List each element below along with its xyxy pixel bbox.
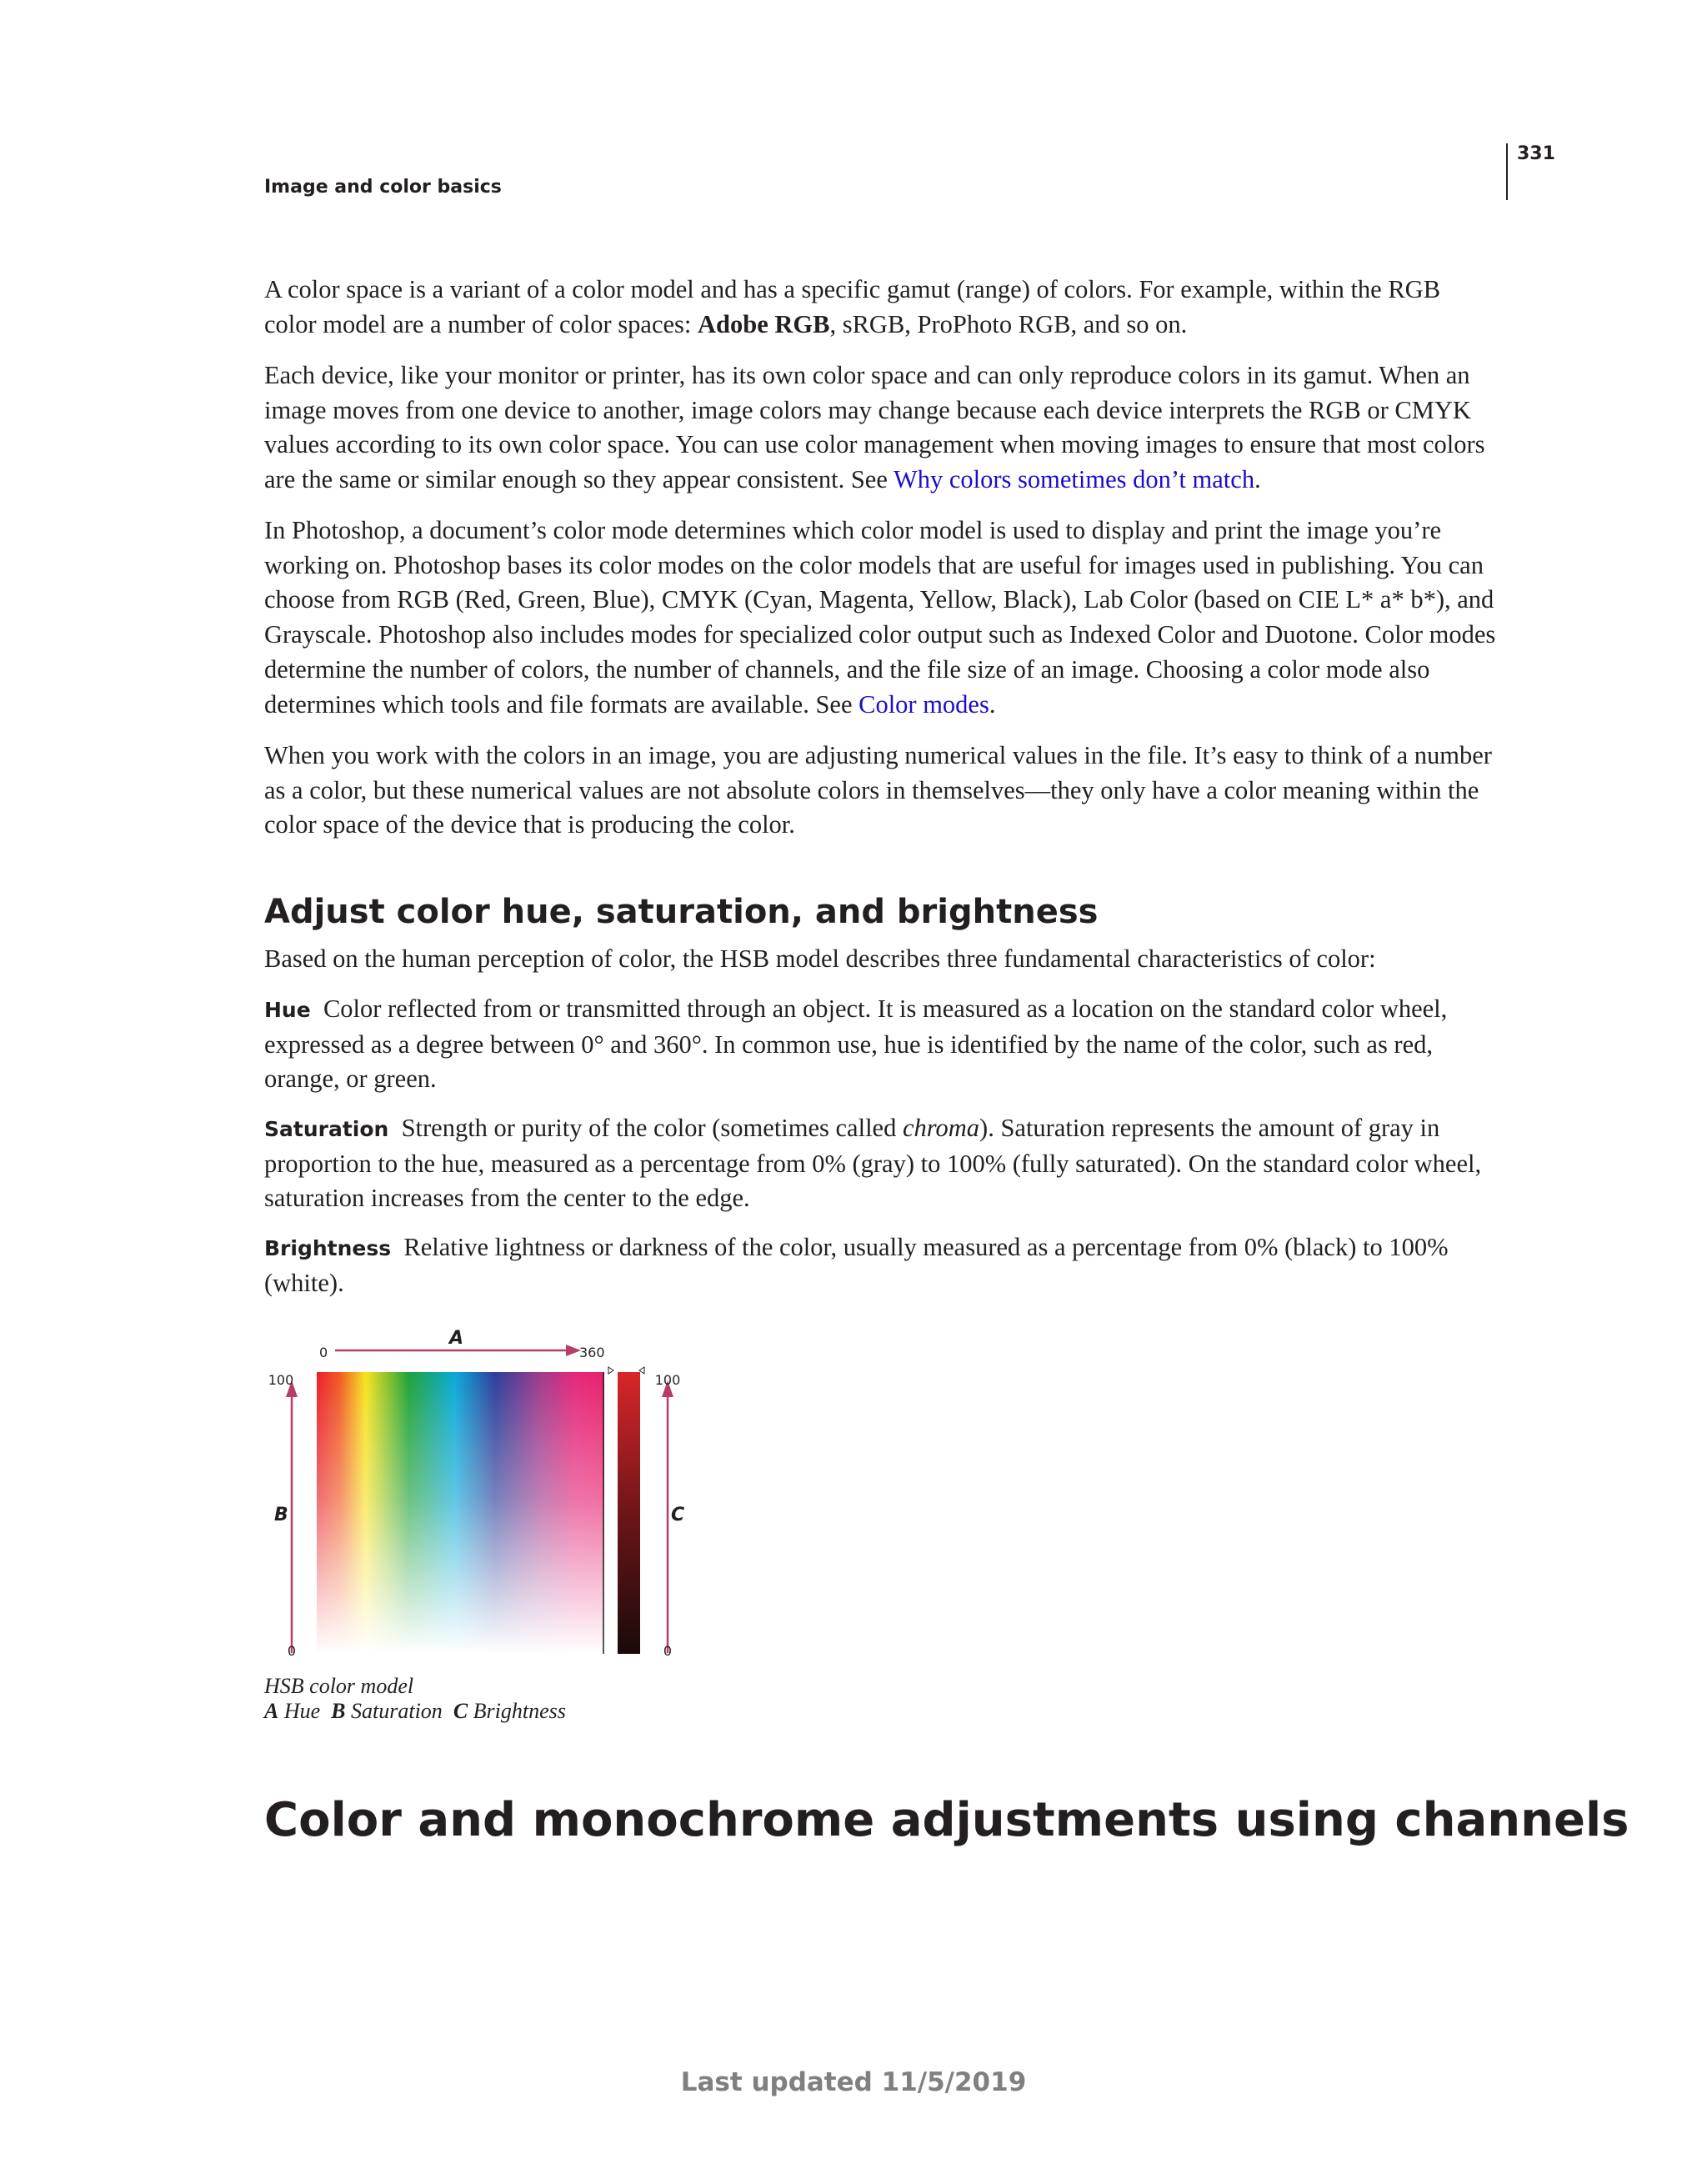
saturation-max-label: 100: [268, 1372, 294, 1388]
caption-title: HSB color model: [264, 1674, 414, 1698]
figure-caption: [264, 1674, 566, 1724]
paragraph-text: .: [1254, 465, 1261, 494]
definition-text: ). Saturation represents the amount of gray in proportion to the hue, measured as a percentage from 0% (gray) to 100% (fully saturated). On the standard color wheel, saturation increases from the center to the edge.: [264, 1114, 1482, 1213]
brightness-max-label: 100: [654, 1372, 681, 1388]
hsb-color-model-figure: [264, 1324, 698, 1674]
definition-text: Relative lightness or darkness of the color, usually measured as a percentage from 0% (black) to 100% (white).: [264, 1233, 1449, 1297]
paragraph-text: .: [989, 689, 996, 719]
caption-letter-c: C: [453, 1699, 468, 1723]
paragraph-text: In Photoshop, a document’s color mode determines which color model is used to display and print the image you’re working on. Photoshop bases its color modes on the color models that are useful for images used in publishing. You can choose from RGB (Red, Green, Blue), CMYK (Cyan, Magenta, Yellow, Black), Lab Color (based on CIE L* a* b*), and Grayscale. Photoshop also includes modes for specialized color output such as Indexed Color and Duotone. Color modes determine the number of colors, the number of channels, and the file size of an image. Choosing a color mode also determines which tools and file formats are available. See: [264, 516, 1496, 719]
section-intro: Based on the human perception of color, the HSB model describes three fundamental characteristics of color:: [264, 944, 1376, 973]
term-hue: Hue: [264, 998, 311, 1022]
link-why-colors-dont-match[interactable]: Why colors sometimes don’t match: [893, 465, 1255, 494]
page-number: 331: [1517, 143, 1555, 164]
definition-saturation: [264, 1111, 1498, 1216]
running-head: Image and color basics: [264, 177, 502, 198]
label-a: A: [449, 1328, 464, 1349]
caption-letter-a: A: [264, 1699, 279, 1723]
caption-text-b: Saturation: [351, 1699, 443, 1723]
brightness-min-label: 0: [663, 1643, 673, 1659]
caption-text-c: Brightness: [473, 1699, 566, 1723]
paragraph-device: [264, 358, 1498, 498]
definition-brightness: [264, 1230, 1498, 1300]
caption-letter-b: B: [331, 1699, 346, 1723]
brightness-slider-left-marker: [608, 1367, 613, 1374]
link-color-modes[interactable]: Color modes: [859, 689, 989, 719]
definition-text: Color reflected from or transmitted through an object. It is measured as a location on the standard color wheel, expressed as a degree between 0° and 360°. In common use, hue is identified by the name of the color, such as red, orange, or green.: [264, 994, 1448, 1094]
caption-legend: [264, 1699, 566, 1724]
definition-italic: chroma: [902, 1114, 980, 1142]
hsb-diagram: [264, 1324, 698, 1674]
paragraph-color-space: [264, 273, 1498, 342]
footer-last-updated: Last updated 11/5/2019: [680, 2067, 1027, 2097]
chapter-heading: Color and monochrome adjustments using channels: [264, 1793, 1629, 1847]
paragraph-text: , sRGB, ProPhoto RGB, and so on.: [829, 309, 1188, 338]
term-brightness: Brightness: [264, 1236, 392, 1260]
paragraph-color-mode: [264, 513, 1498, 722]
label-c: C: [671, 1505, 685, 1525]
saturation-min-label: 0: [287, 1643, 297, 1659]
paragraph-text: A color space is a variant of a color model and has a specific gamut (range) of colors. For example, within the RGB color model are a number of color spaces:: [264, 275, 1441, 338]
section-heading: Adjust color hue, saturation, and brightness: [264, 893, 1099, 931]
definition-text: Strength or purity of the color (sometimes called: [401, 1114, 903, 1142]
definition-hue: [264, 992, 1498, 1097]
caption-text-a: Hue: [283, 1699, 321, 1723]
header-rule: [1506, 143, 1508, 200]
term-saturation: Saturation: [264, 1117, 389, 1141]
brightness-bar: [618, 1372, 640, 1654]
paragraph-bold: Adobe RGB: [698, 309, 830, 338]
label-b: B: [274, 1505, 288, 1525]
hue-min-label: 0: [319, 1345, 328, 1360]
saturation-overlay: [317, 1372, 604, 1654]
paragraph-numerical-values: When you work with the colors in an image, you are adjusting numerical values in the file. It’s easy to think of a number as a color, but these numerical values are not absolute colors in themselves—they only have a color meaning within the color space of the device that is producing the color.: [264, 741, 1492, 839]
hue-max-label: 360: [579, 1345, 605, 1360]
paragraph-text: Each device, like your monitor or printer, has its own color space and can only reproduce colors in its gamut. When an image moves from one device to another, image colors may change because each device interprets the RGB or CMYK values according to its own color space. You can use color management when moving images to ensure that most colors are the same or similar enough so they appear consistent. See: [264, 361, 1485, 494]
